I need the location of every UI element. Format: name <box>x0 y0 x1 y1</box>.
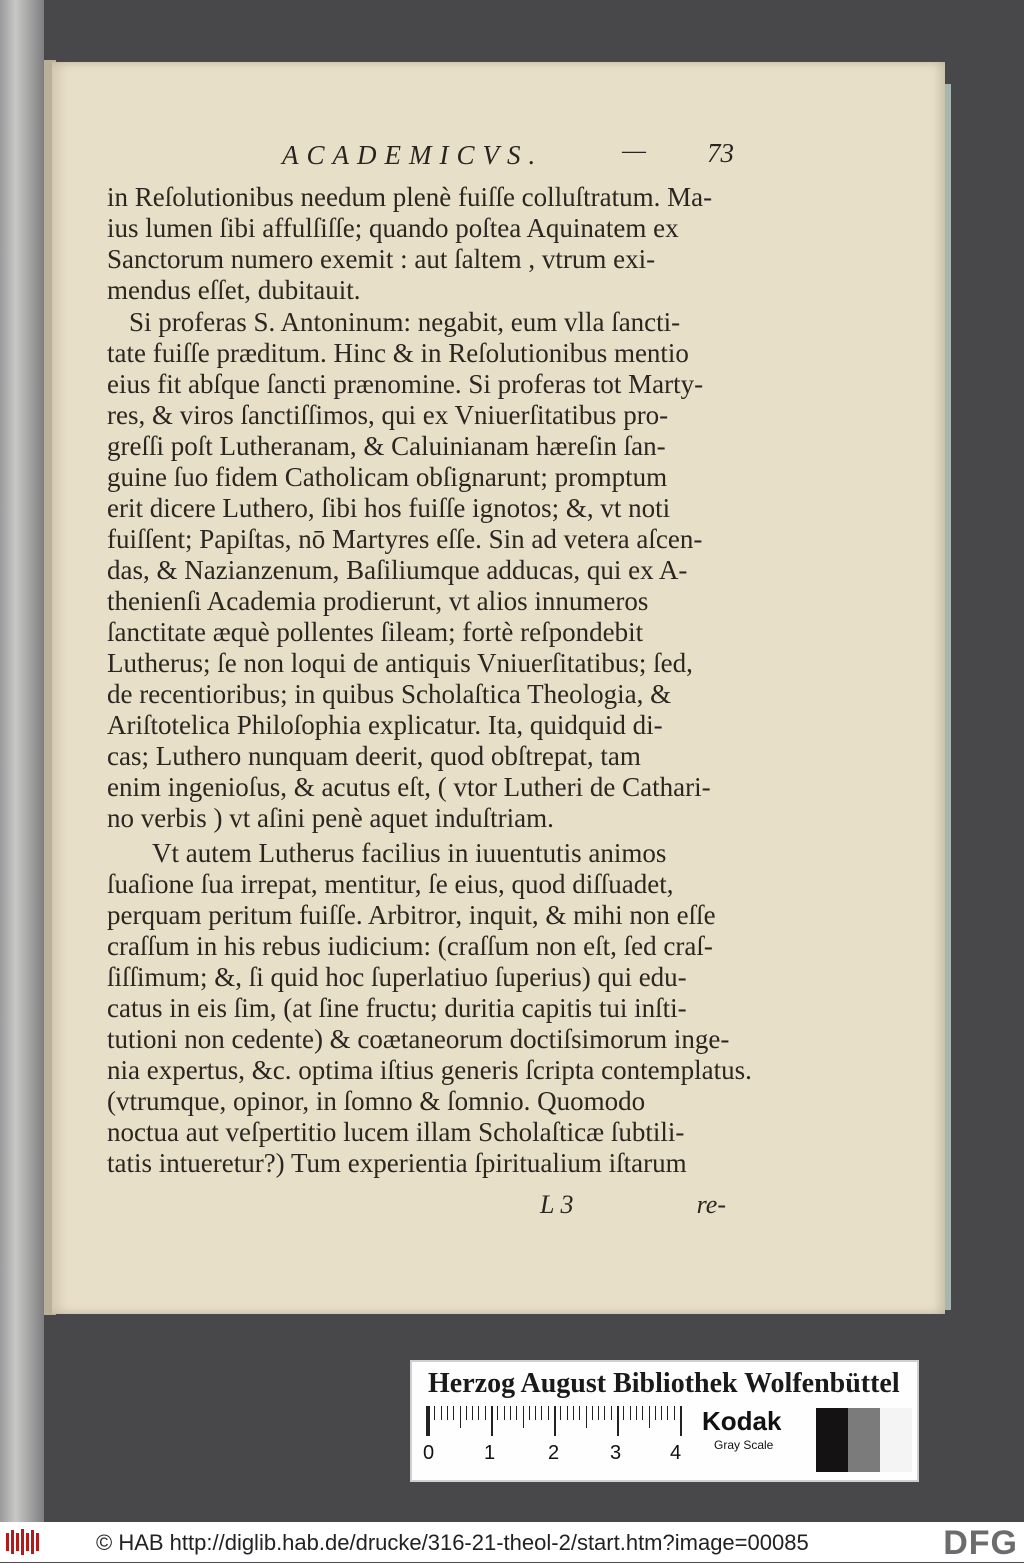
text-line: thenienſi Academia prodierunt, vt alios innumeros <box>107 586 649 616</box>
scale-ruler <box>426 1406 690 1436</box>
page-header <box>282 140 734 174</box>
ruler-tick <box>516 1406 517 1420</box>
text-line: tate fuiſſe præditum. Hinc & in Reſolutionibus mentio <box>107 338 689 368</box>
page-number: 73 <box>707 138 734 168</box>
text-line: ſiſſimum; &, ſi quid hoc ſuperlatiuo ſuperius) qui edu- <box>107 962 687 992</box>
ruler-tick <box>441 1406 442 1420</box>
ruler-tick <box>567 1406 568 1420</box>
ruler-tick <box>630 1406 631 1420</box>
text-line: res, & viros ſanctiſſimos, qui ex Vniuerſitatibus pro- <box>107 400 669 430</box>
ruler-tick <box>472 1406 473 1420</box>
hab-logo-icon <box>6 1529 42 1555</box>
ruler-tick <box>478 1406 479 1420</box>
ruler-tick <box>642 1406 643 1420</box>
ruler-tick <box>680 1406 682 1436</box>
ruler-tick <box>655 1406 656 1420</box>
gray-scale-label: Gray Scale <box>714 1438 774 1452</box>
ruler-tick <box>447 1406 448 1420</box>
text-line: de recentioribus; in quibus Scholaſtica Theologia, & <box>107 679 672 709</box>
text-line: das, & Nazianzenum, Baſiliumque adducas, qui ex A- <box>107 555 688 585</box>
ruler-tick <box>611 1406 612 1420</box>
text-line: ius lumen ſibi affulſiſſe; quando poſtea Aquinatem ex <box>107 213 679 243</box>
ruler-number: 3 <box>610 1442 622 1464</box>
ruler-tick <box>579 1406 580 1420</box>
text-line: nia expertus, &c. optima iſtius generis ſcripta contemplatus. <box>107 1055 752 1085</box>
ruler-tick <box>541 1406 542 1420</box>
ruler-tick <box>554 1406 556 1436</box>
ruler-tick <box>460 1406 461 1428</box>
ruler-tick <box>667 1406 668 1420</box>
running-head: ACADEMICVS. <box>282 140 544 170</box>
text-line: no verbis ) vt aſini penè aquet induſtriam. <box>107 803 554 833</box>
text-line: erit dicere Luthero, ſibi hos fuiſſe ignotos; &, vt noti <box>107 493 671 523</box>
ruler-tick <box>586 1406 587 1428</box>
text-line: cas; Luthero nunquam deerit, quod obſtrepat, tam <box>107 741 641 771</box>
text-line: Lutherus; ſe non loqui de antiquis Vniuerſitatibus; ſed, <box>107 648 693 678</box>
ruler-number: 4 <box>670 1442 682 1464</box>
ruler-tick <box>573 1406 574 1420</box>
text-line: Ariſtotelica Philoſophia explicatur. Ita, quidquid di- <box>107 710 663 740</box>
text-line: ſuaſione ſua irrepat, mentitur, ſe eius, quod diſſuadet, <box>107 869 674 899</box>
text-line: enim ingenioſus, & acutus eſt, ( vtor Lutheri de Cathari- <box>107 772 711 802</box>
ruler-tick <box>548 1406 549 1420</box>
card-title: Herzog August Bibliothek Wolfenbüttel <box>428 1368 900 1399</box>
dfg-logo: DFG <box>943 1524 1018 1562</box>
text-line: tutioni non cedente) & coætaneorum doctiſsimorum inge- <box>107 1024 730 1054</box>
text-line: in Reſolutionibus needum plenè fuiſſe colluſtratum. Ma- <box>107 182 713 212</box>
header-dash: — <box>622 138 646 164</box>
signature-mark: L 3 <box>540 1190 574 1219</box>
ruler-tick <box>491 1406 493 1436</box>
footer-bar <box>0 1522 1024 1562</box>
text-line: greſſi poſt Lutheranam, & Caluinianam hæreſin ſan- <box>107 431 666 461</box>
text-line: Si proferas S. Antoninum: negabit, eum vlla ſancti- <box>129 307 681 337</box>
ruler-tick <box>434 1406 435 1420</box>
ruler-tick <box>604 1406 605 1420</box>
ruler-tick <box>661 1406 662 1420</box>
ruler-tick <box>636 1406 637 1420</box>
text-line: ſanctitate æquè pollentes ſileam; fortè reſpondebit <box>107 617 644 647</box>
ruler-tick <box>466 1406 467 1420</box>
ruler-tick <box>497 1406 498 1420</box>
gray-patch-black <box>816 1408 848 1472</box>
ruler-tick <box>623 1406 624 1420</box>
ruler-tick <box>453 1406 454 1420</box>
ruler-number: 0 <box>423 1442 435 1464</box>
ruler-tick <box>485 1406 486 1420</box>
ruler-tick <box>592 1406 593 1420</box>
text-line: noctua aut veſpertitio lucem illam Scholaſticæ ſubtili- <box>107 1117 685 1147</box>
ruler-tick <box>523 1406 524 1428</box>
page-edge <box>945 84 951 1310</box>
text-line: perquam peritum fuiſſe. Arbitror, inquit, & mihi non eſſe <box>107 900 716 930</box>
kodak-logo: Kodak <box>702 1406 782 1436</box>
gray-patch-white <box>880 1408 912 1472</box>
ruler-number: 1 <box>484 1442 496 1464</box>
text-line: tatis intueretur?) Tum experientia ſpiritualium iſtarum <box>107 1148 687 1178</box>
ruler-tick <box>674 1406 675 1420</box>
text-line: guine ſuo fidem Catholicam obſignarunt; promptum <box>107 462 668 492</box>
ruler-tick <box>529 1406 530 1420</box>
color-calibration-card <box>410 1360 919 1482</box>
ruler-tick <box>428 1406 430 1436</box>
gray-patch-mid <box>848 1408 880 1472</box>
ruler-number: 2 <box>548 1442 560 1464</box>
copyright-link[interactable]: © HAB http://diglib.hab.de/drucke/316-21-theol-2/start.htm?image=00085 <box>96 1530 809 1555</box>
text-line: craſſum in his rebus iudicium: (craſſum non eſt, ſed craſ- <box>107 931 713 961</box>
catchword: re- <box>696 1190 726 1219</box>
ruler-tick <box>535 1406 536 1420</box>
text-line: mendus eſſet, dubitauit. <box>107 275 361 305</box>
text-line: catus in eis ſim, (at ſine fructu; duritia capitis tui inſti- <box>107 993 687 1023</box>
ruler-tick <box>510 1406 511 1420</box>
text-line: Sanctorum numero exemit : aut ſaltem , vtrum exi- <box>107 244 656 274</box>
ruler-tick <box>617 1406 619 1436</box>
ruler-tick <box>504 1406 505 1420</box>
text-line: (vtrumque, opinor, in ſomno & ſomnio. Quomodo <box>107 1086 646 1116</box>
ruler-tick <box>598 1406 599 1420</box>
catchline <box>282 1190 734 1220</box>
text-line: fuiſſent; Papiſtas, nō Martyres eſſe. Sin ad vetera aſcen- <box>107 524 703 554</box>
book-spine <box>0 0 44 1522</box>
text-line: eius fit abſque ſancti prænomine. Si proferas tot Marty- <box>107 369 704 399</box>
text-line: Vt autem Lutherus facilius in iuuentutis animos <box>152 838 667 868</box>
ruler-tick <box>649 1406 650 1428</box>
ruler-tick <box>560 1406 561 1420</box>
